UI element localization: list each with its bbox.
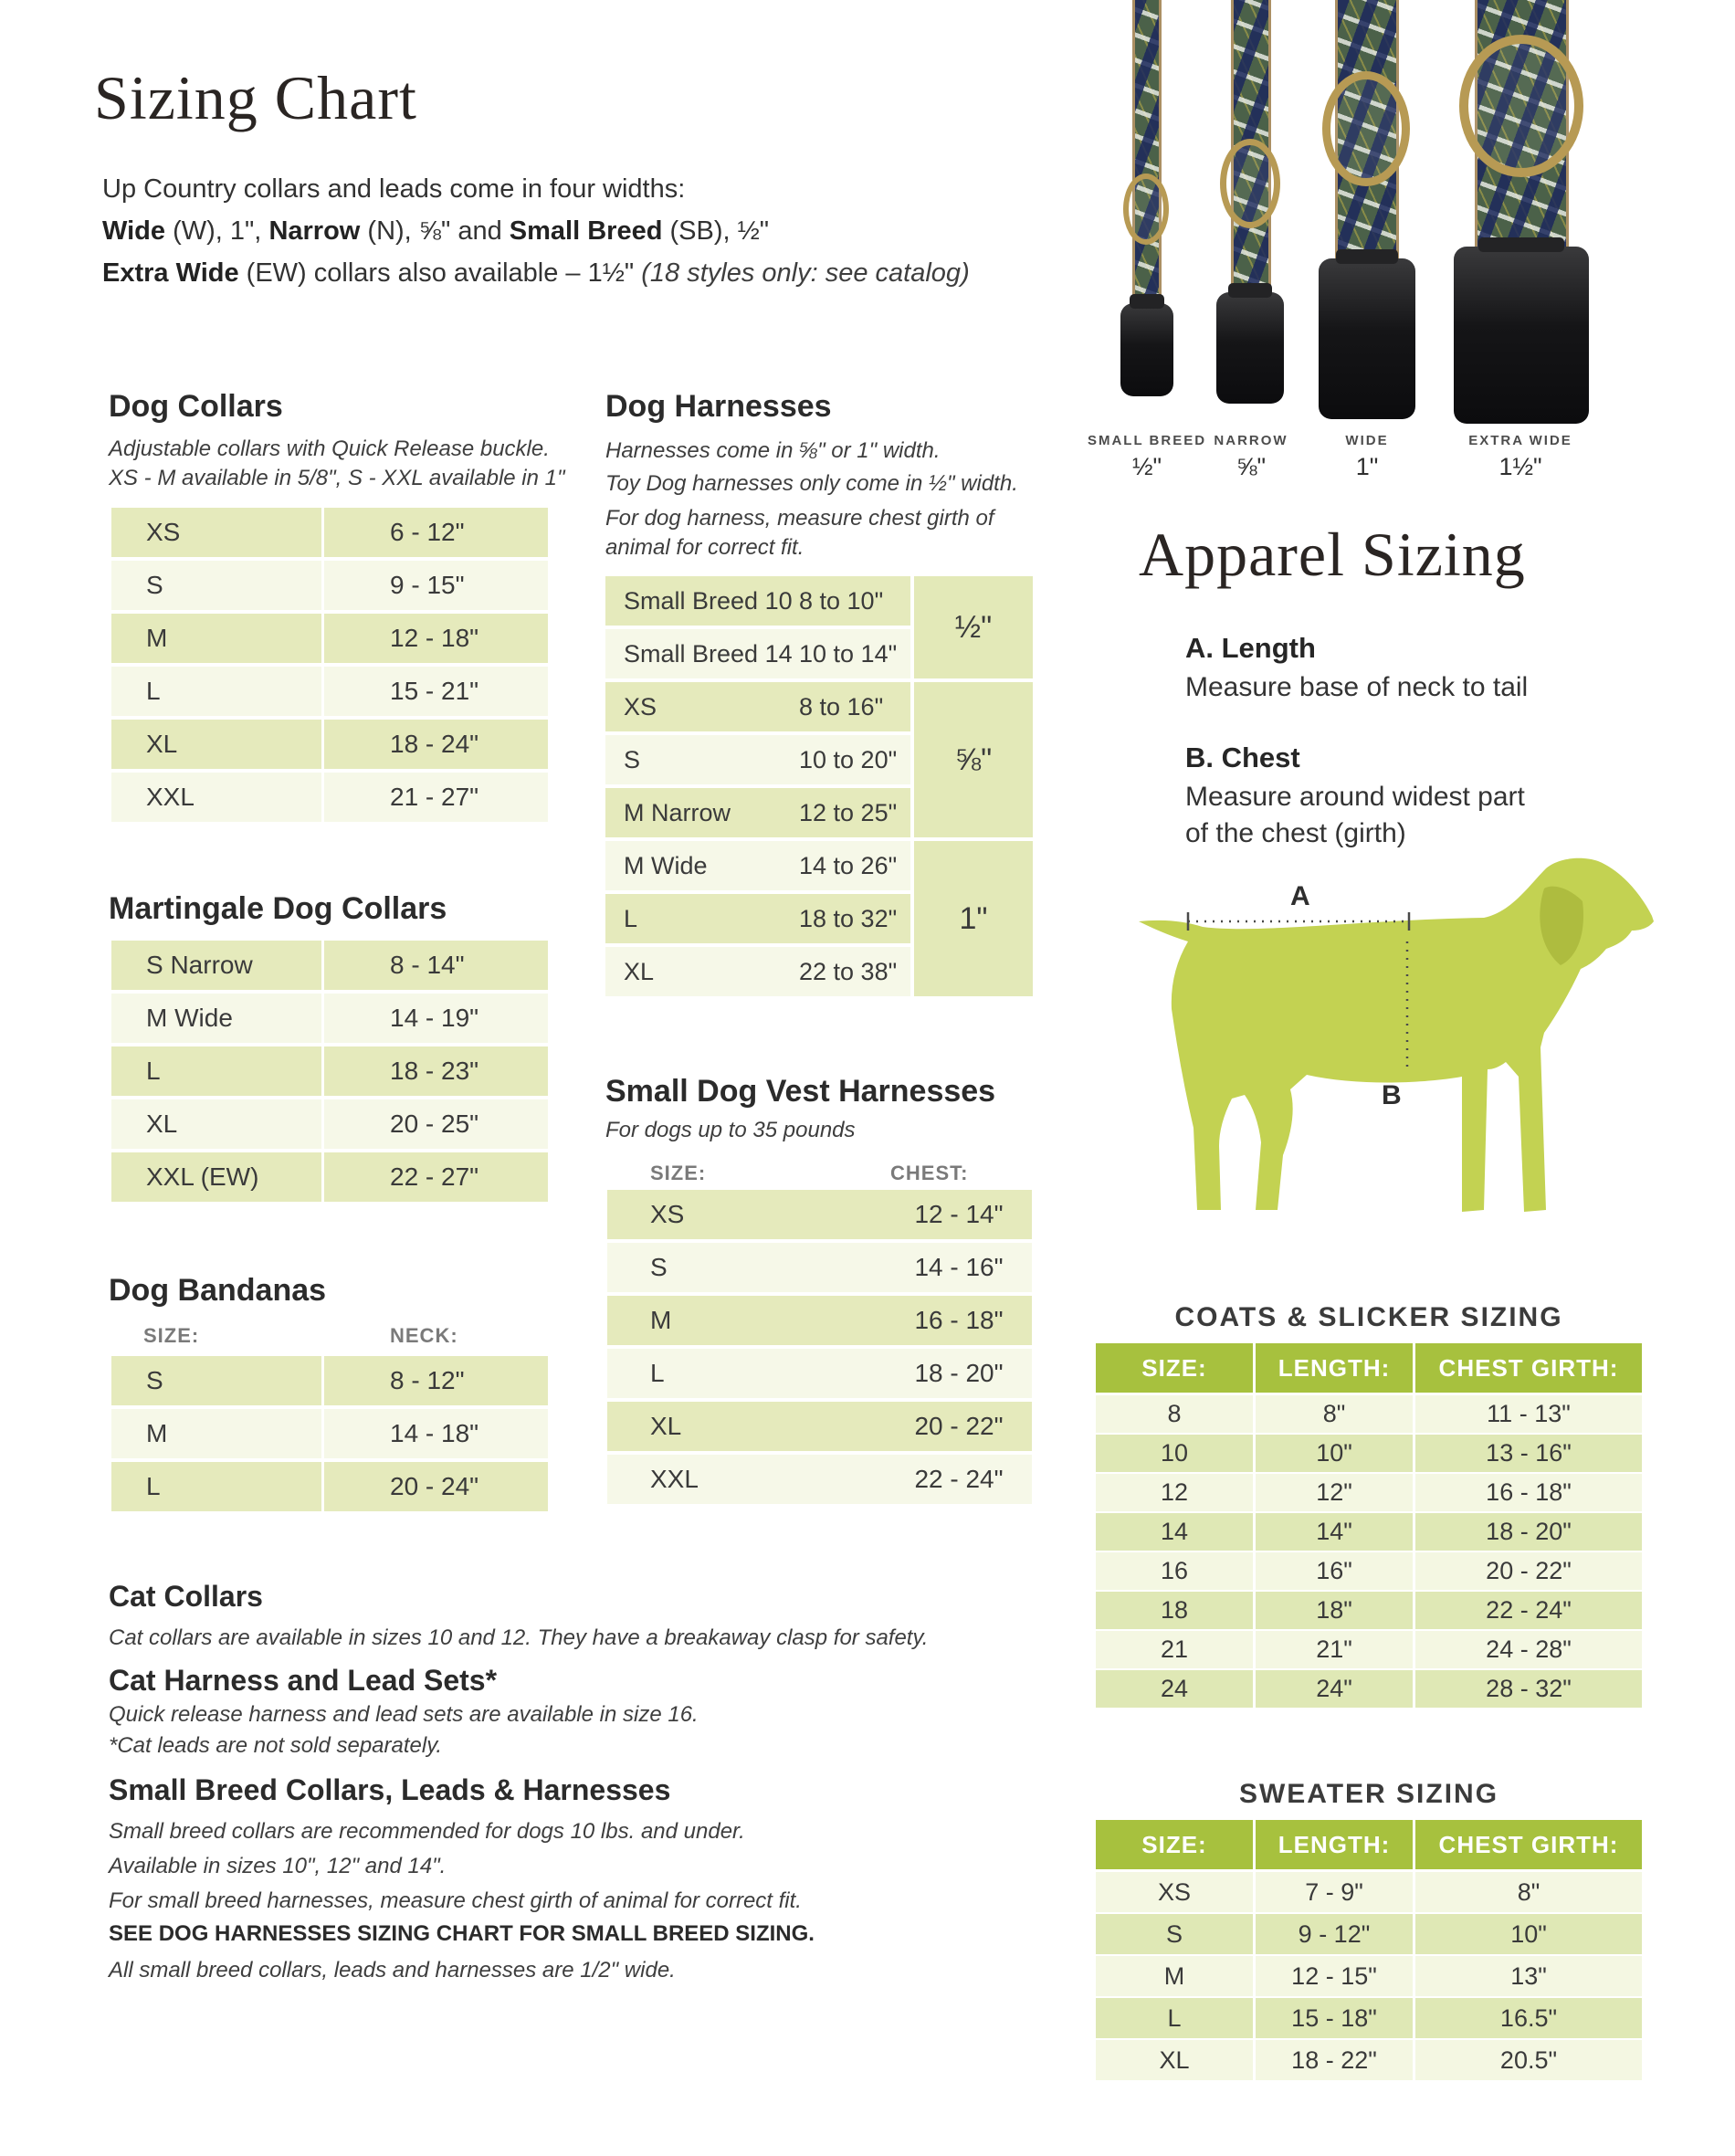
table-row: 8 8" 11 - 13" <box>1096 1395 1642 1433</box>
table-row: XL 18 - 22" 20.5" <box>1096 2040 1642 2080</box>
chest-marker: B <box>1382 1080 1402 1110</box>
table-row: L 18 - 20" <box>607 1349 1032 1398</box>
table-row: 10 10" 13 - 16" <box>1096 1435 1642 1472</box>
table-row: 24 24" 28 - 32" <box>1096 1670 1642 1708</box>
table-header-row <box>1096 1820 1642 1869</box>
dog-harnesses-note-3a: For dog harness, measure chest girth of <box>605 506 994 531</box>
width-group-one-inch: 1" <box>914 841 1033 996</box>
table-row: 21 21" 24 - 28" <box>1096 1631 1642 1668</box>
table-row: L 20 - 24" <box>111 1462 548 1511</box>
intro-line-3: Extra Wide (EW) collars also available – 1½" (18 styles only: see catalog) <box>102 258 970 288</box>
cat-harness-note-1: Quick release harness and lead sets are available in size 16. <box>109 1702 699 1727</box>
size-column-header: SIZE: <box>1096 1820 1253 1869</box>
apparel-length-heading: A. Length <box>1185 632 1316 664</box>
collar-buckle <box>1454 247 1589 424</box>
collar-buckle <box>1319 258 1415 419</box>
table-row: S 9 - 15" <box>111 561 548 610</box>
table-row: XL 20 - 22" <box>607 1402 1032 1451</box>
collar-dring <box>1123 174 1169 245</box>
martingale-heading: Martingale Dog Collars <box>109 891 447 926</box>
coats-sizing-table <box>1096 1343 1642 1709</box>
dog-harnesses-note-1: Harnesses come in ⅝" or 1" width. <box>605 438 941 463</box>
table-row: XS 6 - 12" <box>111 508 548 557</box>
table-row: L 18 - 23" <box>111 1046 548 1096</box>
table-row: L 15 - 18" 16.5" <box>1096 1998 1642 2038</box>
small-breed-note-2: Available in sizes 10", 12" and 14". <box>109 1854 447 1878</box>
table-row: L 18 to 32" <box>605 894 1033 943</box>
apparel-length-text: Measure base of neck to tail <box>1185 672 1529 702</box>
table-row: 14 14" 18 - 20" <box>1096 1513 1642 1551</box>
table-row: Small Breed 14 10 to 14" <box>605 629 1033 678</box>
collar-width-narrow: ⅝" <box>1236 453 1267 480</box>
dog-measurement-illustration <box>1128 854 1657 1246</box>
apparel-sizing-title: Apparel Sizing <box>1139 520 1526 589</box>
bandanas-table <box>111 1356 548 1515</box>
length-marker: A <box>1290 881 1310 911</box>
vest-size-colhead: SIZE: <box>650 1162 707 1184</box>
cat-collars-heading: Cat Collars <box>109 1580 263 1613</box>
dog-collars-note-1: Adjustable collars with Quick Release buckle. <box>109 436 550 461</box>
vest-harnesses-table <box>607 1190 1032 1508</box>
length-column-header: LENGTH: <box>1256 1343 1413 1393</box>
collar-label-wide: WIDE <box>1345 433 1389 448</box>
small-breed-note-4: SEE DOG HARNESSES SIZING CHART FOR SMALL BREED SIZING. <box>109 1921 815 1946</box>
dog-collars-heading: Dog Collars <box>109 389 283 424</box>
bandanas-heading: Dog Bandanas <box>109 1273 327 1308</box>
table-row: S Narrow 8 - 14" <box>111 941 548 990</box>
table-row: XS 12 - 14" <box>607 1190 1032 1239</box>
chest-girth-column-header: CHEST GIRTH: <box>1415 1343 1642 1393</box>
apparel-chest-heading: B. Chest <box>1185 741 1300 773</box>
table-row: M 12 - 15" 13" <box>1096 1956 1642 1996</box>
collar-dring <box>1220 139 1280 228</box>
vest-harnesses-heading: Small Dog Vest Harnesses <box>605 1074 996 1109</box>
width-group-five-eighths: ⅝" <box>914 682 1033 837</box>
intro-block <box>102 168 970 294</box>
collar-strap <box>1132 0 1162 315</box>
table-row: XS 8 to 16" <box>605 682 1033 731</box>
dog-harnesses-note-3b: animal for correct fit. <box>605 535 804 560</box>
intro-line-1: Up Country collars and leads come in four widths: <box>102 174 686 204</box>
table-row: XXL 21 - 27" <box>111 773 548 822</box>
collar-buckle <box>1216 292 1284 404</box>
page-title: Sizing Chart <box>94 63 417 132</box>
table-row: XL 18 - 24" <box>111 720 548 769</box>
length-column-header: LENGTH: <box>1256 1820 1413 1869</box>
table-row: S 14 - 16" <box>607 1243 1032 1292</box>
cat-harness-note-2: *Cat leads are not sold separately. <box>109 1733 443 1758</box>
table-row: XL 20 - 25" <box>111 1099 548 1149</box>
table-row: XL 22 to 38" <box>605 947 1033 996</box>
collar-label-extra-wide: EXTRA WIDE <box>1468 433 1572 448</box>
table-row: 12 12" 16 - 18" <box>1096 1474 1642 1511</box>
table-row: M 12 - 18" <box>111 614 548 663</box>
table-row: M 16 - 18" <box>607 1296 1032 1345</box>
coats-sizing-title: COATS & SLICKER SIZING <box>1174 1302 1563 1332</box>
table-row: 18 18" 22 - 24" <box>1096 1592 1642 1629</box>
bandanas-neck-colhead: NECK: <box>390 1324 458 1347</box>
collar-width-wide: 1" <box>1355 453 1379 480</box>
table-row: S 9 - 12" 10" <box>1096 1914 1642 1954</box>
apparel-chest-text-2: of the chest (girth) <box>1185 818 1406 848</box>
chest-girth-column-header: CHEST GIRTH: <box>1415 1820 1642 1869</box>
small-breed-note-3: For small breed harnesses, measure chest girth of animal for correct fit. <box>109 1888 802 1913</box>
dog-harnesses-table <box>605 576 1033 1000</box>
vest-harnesses-note: For dogs up to 35 pounds <box>605 1118 856 1142</box>
table-row: M 14 - 18" <box>111 1409 548 1458</box>
size-column-header: SIZE: <box>1096 1343 1253 1393</box>
bandanas-size-colhead: SIZE: <box>143 1324 200 1347</box>
table-row: Small Breed 10 8 to 10" <box>605 576 1033 626</box>
small-breed-note-5: All small breed collars, leads and harnesses are 1/2" wide. <box>109 1958 676 1982</box>
cat-harness-heading: Cat Harness and Lead Sets* <box>109 1664 498 1697</box>
collar-dring <box>1322 71 1410 186</box>
collar-label-small-breed: SMALL BREED <box>1087 433 1207 448</box>
table-row: M Narrow 12 to 25" <box>605 788 1033 837</box>
dog-harnesses-heading: Dog Harnesses <box>605 389 832 424</box>
table-row: M Wide 14 - 19" <box>111 994 548 1043</box>
sweater-sizing-title: SWEATER SIZING <box>1238 1779 1499 1809</box>
table-header-row <box>1096 1343 1642 1393</box>
intro-line-2: Wide (W), 1", Narrow (N), ⅝" and Small Breed (SB), ½" <box>102 216 770 246</box>
table-row: XXL 22 - 24" <box>607 1455 1032 1504</box>
table-row: XXL (EW) 22 - 27" <box>111 1152 548 1202</box>
small-breed-heading: Small Breed Collars, Leads & Harnesses <box>109 1773 671 1806</box>
cat-collars-note: Cat collars are available in sizes 10 and 12. They have a breakaway clasp for safety. <box>109 1625 929 1650</box>
apparel-chest-text-1: Measure around widest part <box>1185 782 1525 812</box>
collar-width-extra-wide: 1½" <box>1498 453 1542 480</box>
width-group-half-inch: ½" <box>914 576 1033 678</box>
dog-harnesses-note-2: Toy Dog harnesses only come in ½" width. <box>605 471 1018 496</box>
martingale-table <box>111 941 548 1205</box>
table-row: S 10 to 20" <box>605 735 1033 784</box>
collar-label-narrow: NARROW <box>1214 433 1288 448</box>
table-row: S 8 - 12" <box>111 1356 548 1405</box>
table-row: XS 7 - 9" 8" <box>1096 1872 1642 1912</box>
collar-buckle <box>1120 303 1173 396</box>
dog-collars-table <box>111 508 548 826</box>
collar-width-small-breed: ½" <box>1131 453 1162 480</box>
collar-dring <box>1459 35 1583 177</box>
table-row: 16 16" 20 - 22" <box>1096 1552 1642 1590</box>
dog-collars-note-2: XS - M available in 5/8", S - XXL available in 1" <box>109 466 565 490</box>
table-row: M Wide 14 to 26" <box>605 841 1033 890</box>
table-row: L 15 - 21" <box>111 667 548 716</box>
vest-chest-colhead: CHEST: <box>890 1162 969 1184</box>
small-breed-note-1: Small breed collars are recommended for dogs 10 lbs. and under. <box>109 1819 745 1844</box>
sweater-sizing-table <box>1096 1820 1642 2082</box>
